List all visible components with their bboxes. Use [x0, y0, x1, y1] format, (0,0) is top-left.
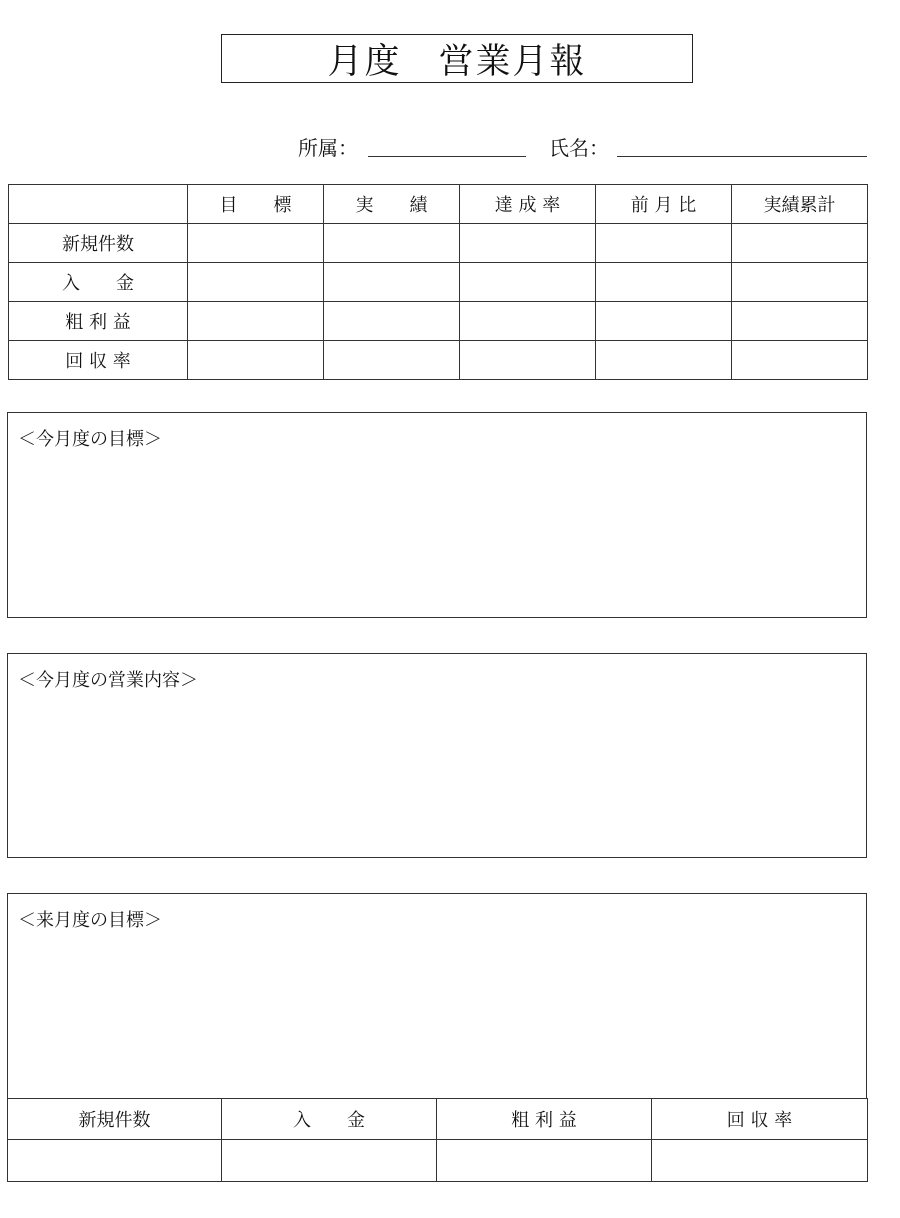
affiliation-label: 所属： — [298, 136, 358, 160]
table-cell[interactable] — [596, 302, 732, 341]
header-actual: 実 績 — [324, 185, 460, 224]
table-cell[interactable] — [324, 263, 460, 302]
table-cell[interactable] — [8, 1140, 222, 1182]
header-gross-profit: 粗 利 益 — [437, 1099, 652, 1140]
summary-header-row — [9, 185, 868, 224]
table-cell[interactable] — [188, 302, 324, 341]
next-month-value-row — [8, 1140, 868, 1182]
table-cell[interactable] — [324, 302, 460, 341]
report-title: 月度 営業月報 — [221, 34, 693, 83]
this-month-activity-heading: ＜今月度の営業内容＞ — [18, 670, 198, 691]
next-month-goal-heading: ＜来月度の目標＞ — [18, 910, 162, 931]
table-cell[interactable] — [222, 1140, 437, 1182]
table-cell[interactable] — [460, 224, 596, 263]
monthly-summary-table — [8, 184, 868, 380]
row-label: 新規件数 — [9, 224, 188, 263]
name-label: 氏名： — [549, 136, 609, 160]
table-cell[interactable] — [324, 341, 460, 380]
table-cell[interactable] — [460, 341, 596, 380]
header-new-cases: 新規件数 — [8, 1099, 222, 1140]
this-month-goal-box[interactable] — [7, 412, 867, 618]
name-field[interactable] — [617, 156, 867, 157]
table-cell[interactable] — [732, 263, 868, 302]
header-payments: 入 金 — [222, 1099, 437, 1140]
table-row — [9, 341, 868, 380]
this-month-activity-box[interactable] — [7, 653, 867, 858]
table-row — [9, 224, 868, 263]
next-month-header-row — [8, 1099, 868, 1140]
table-row — [9, 263, 868, 302]
this-month-goal-heading: ＜今月度の目標＞ — [18, 429, 162, 450]
table-cell[interactable] — [596, 263, 732, 302]
table-cell[interactable] — [188, 263, 324, 302]
table-cell[interactable] — [460, 263, 596, 302]
header-cumulative-actual: 実績累計 — [732, 185, 868, 224]
header-target: 目 標 — [188, 185, 324, 224]
header-achievement-rate: 達 成 率 — [460, 185, 596, 224]
table-cell[interactable] — [188, 224, 324, 263]
table-cell[interactable] — [437, 1140, 652, 1182]
header-month-over-month: 前 月 比 — [596, 185, 732, 224]
table-cell[interactable] — [188, 341, 324, 380]
header-collection-rate: 回 収 率 — [652, 1099, 868, 1140]
table-cell[interactable] — [652, 1140, 868, 1182]
table-row — [9, 302, 868, 341]
table-cell[interactable] — [596, 224, 732, 263]
row-label: 回 収 率 — [9, 341, 188, 380]
table-cell[interactable] — [732, 302, 868, 341]
table-cell[interactable] — [732, 341, 868, 380]
table-cell[interactable] — [324, 224, 460, 263]
table-cell[interactable] — [732, 224, 868, 263]
table-cell[interactable] — [596, 341, 732, 380]
next-month-target-table — [7, 1098, 868, 1182]
affiliation-field[interactable] — [368, 156, 526, 157]
next-month-goal-box[interactable] — [7, 893, 867, 1099]
header-empty — [9, 185, 188, 224]
row-label: 粗 利 益 — [9, 302, 188, 341]
row-label: 入 金 — [9, 263, 188, 302]
table-cell[interactable] — [460, 302, 596, 341]
